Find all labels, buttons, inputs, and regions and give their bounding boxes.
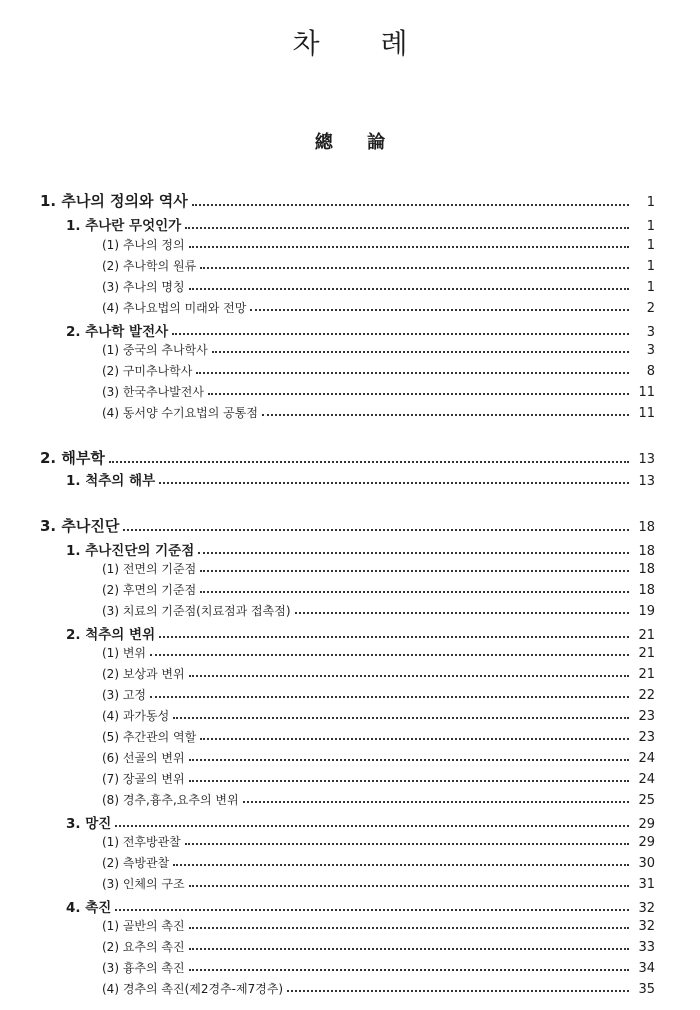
- toc-page-number: 33: [638, 940, 655, 955]
- toc-entry-level3: [102, 278, 655, 295]
- toc-entry-title: (7) 장골의 변위: [102, 772, 185, 786]
- toc-entry-title: (4) 동서양 수기요법의 공통점: [102, 406, 258, 420]
- toc-page-number: 3: [646, 343, 655, 358]
- toc-page-number: 1: [646, 238, 655, 253]
- toc-page-number: 32: [638, 901, 655, 916]
- toc-entry-level3: [102, 602, 655, 619]
- dot-leader: [200, 267, 629, 269]
- toc-page-number: 34: [638, 961, 655, 976]
- toc-page-number: 29: [638, 835, 655, 850]
- toc-entry-title: (2) 구미추나학사: [102, 364, 193, 378]
- toc-entry-level3: [102, 833, 655, 850]
- dot-leader: [200, 591, 629, 593]
- toc-page-number: 8: [646, 364, 655, 379]
- toc-entry-title: (2) 측방관찰: [102, 856, 170, 870]
- dot-leader: [185, 227, 629, 229]
- toc-entry-level3: [102, 341, 655, 358]
- dot-leader: [189, 969, 629, 971]
- dot-leader: [208, 393, 629, 395]
- toc-entry-title: (1) 골반의 촉진: [102, 919, 185, 933]
- toc-entry-level1: [40, 190, 655, 211]
- toc-entry-title: (2) 후면의 기준점: [102, 583, 197, 597]
- toc-entry-level3: [102, 791, 655, 808]
- toc-entry-level1: [40, 515, 655, 536]
- toc-entry-title: (1) 변위: [102, 646, 146, 660]
- toc-page-number: 31: [638, 877, 655, 892]
- toc-page-number: 21: [638, 646, 655, 661]
- toc-entry-title: (8) 경추,흉추,요추의 변위: [102, 793, 239, 807]
- dot-leader: [189, 288, 629, 290]
- dot-leader: [200, 570, 629, 572]
- toc-entry-level3: [102, 686, 655, 703]
- toc-entry-level2: [66, 320, 655, 340]
- toc-page-number: 21: [638, 667, 655, 682]
- dot-leader: [189, 246, 629, 248]
- toc-page-number: 13: [638, 474, 655, 489]
- toc-page-number: 19: [638, 604, 655, 619]
- toc-entry-title: 1. 추나의 정의와 역사: [40, 192, 188, 210]
- toc-entry-title: (1) 전면의 기준점: [102, 562, 197, 576]
- dot-leader: [189, 759, 629, 761]
- toc-entry-title: 3. 추나진단: [40, 517, 120, 535]
- toc-entry-title: (1) 전후방관찰: [102, 835, 181, 849]
- toc-entry-level3: [102, 665, 655, 682]
- toc-entry-level3: [102, 560, 655, 577]
- toc-page-number: 1: [646, 195, 655, 210]
- toc-entry-title: 1. 추나진단의 기준점: [66, 543, 195, 559]
- toc-entry-level3: [102, 749, 655, 766]
- dot-leader: [189, 885, 629, 887]
- dot-leader: [150, 696, 629, 698]
- toc-entry-title: (3) 한국추나발전사: [102, 385, 204, 399]
- toc-entry-level3: [102, 728, 655, 745]
- dot-leader: [196, 372, 629, 374]
- dot-leader: [159, 482, 629, 484]
- page-title: 차 례: [292, 27, 434, 60]
- toc-entry-level2: [66, 896, 655, 916]
- dot-leader: [287, 990, 629, 992]
- toc-entry-level3: [102, 959, 655, 976]
- toc-entry-level2: [66, 812, 655, 832]
- toc-entry-level3: [102, 257, 655, 274]
- dot-leader: [173, 717, 629, 719]
- toc-entry-title: (3) 흉추의 촉진: [102, 961, 185, 975]
- toc-entry-title: 4. 촉진: [66, 900, 112, 916]
- dot-leader: [109, 461, 629, 463]
- dot-leader: [189, 675, 629, 677]
- toc-entry-title: (3) 고정: [102, 688, 146, 702]
- dot-leader: [198, 552, 629, 554]
- toc-entry-title: (2) 보상과 변위: [102, 667, 185, 681]
- toc-page-number: 24: [638, 772, 655, 787]
- dot-leader: [185, 843, 629, 845]
- section-heading: 總 論: [314, 132, 400, 153]
- dot-leader: [189, 780, 629, 782]
- toc-entry-title: (4) 추나요법의 미래와 전망: [102, 301, 247, 315]
- toc-page-number: 30: [638, 856, 655, 871]
- toc-entry-title: (3) 추나의 명칭: [102, 280, 185, 294]
- toc-entry-level1: [40, 447, 655, 468]
- toc-entry-title: 1. 추나란 무엇인가: [66, 218, 182, 234]
- toc-page-number: 23: [638, 709, 655, 724]
- toc-entry-level3: [102, 770, 655, 787]
- dot-leader: [150, 654, 629, 656]
- toc-entry-title: 2. 추나학 발전사: [66, 324, 169, 340]
- toc-page-number: 18: [638, 520, 655, 535]
- toc-entry-level3: [102, 383, 655, 400]
- toc-entry-title: (1) 추나의 정의: [102, 238, 185, 252]
- toc-page-number: 11: [638, 406, 655, 421]
- toc-page-number: 35: [638, 982, 655, 997]
- dot-leader: [115, 909, 629, 911]
- toc-entry-level2: [66, 539, 655, 559]
- toc-entry-title: (6) 선골의 변위: [102, 751, 185, 765]
- toc-entry-title: (1) 중국의 추나학사: [102, 343, 208, 357]
- toc-page-number: 23: [638, 730, 655, 745]
- toc-page-number: 25: [638, 793, 655, 808]
- dot-leader: [200, 738, 629, 740]
- toc-entry-title: (3) 치료의 기준점(치료점과 접촉점): [102, 604, 291, 618]
- dot-leader: [123, 529, 629, 531]
- dot-leader: [262, 414, 629, 416]
- dot-leader: [192, 204, 629, 206]
- toc-entry-level3: [102, 854, 655, 871]
- toc-entry-level3: [102, 707, 655, 724]
- dot-leader: [295, 612, 629, 614]
- toc-page-number: 29: [638, 817, 655, 832]
- dot-leader: [189, 948, 629, 950]
- toc-page-number: 22: [638, 688, 655, 703]
- toc-page-number: 3: [646, 325, 655, 340]
- toc-page-number: 18: [638, 544, 655, 559]
- toc-entry-level3: [102, 404, 655, 421]
- toc-page-number: 2: [646, 301, 655, 316]
- toc-entry-title: 3. 망진: [66, 816, 112, 832]
- toc-page-number: 13: [638, 452, 655, 467]
- dot-leader: [115, 825, 629, 827]
- toc-entry-level3: [102, 299, 655, 316]
- toc-entry-title: 1. 척추의 해부: [66, 473, 156, 489]
- toc-entry-title: (4) 과가동성: [102, 709, 170, 723]
- toc-entry-level3: [102, 875, 655, 892]
- toc-entry-level3: [102, 581, 655, 598]
- toc-page-number: 11: [638, 385, 655, 400]
- dot-leader: [243, 801, 629, 803]
- toc-entry-title: (4) 경추의 촉진(제2경추-제7경추): [102, 982, 284, 996]
- toc-entry-level2: [66, 623, 655, 643]
- toc-page-number: 32: [638, 919, 655, 934]
- toc-page-number: 18: [638, 562, 655, 577]
- dot-leader: [189, 927, 629, 929]
- toc-entry-level3: [102, 362, 655, 379]
- toc-entry-title: 2. 척추의 변위: [66, 627, 156, 643]
- toc-page-number: 1: [646, 259, 655, 274]
- toc-page-number: 24: [638, 751, 655, 766]
- dot-leader: [173, 864, 629, 866]
- toc-entry-level2: [66, 469, 655, 489]
- dot-leader: [212, 351, 629, 353]
- toc-page-number: 1: [646, 219, 655, 234]
- toc-entry-title: (5) 추간관의 역할: [102, 730, 197, 744]
- dot-leader: [172, 333, 629, 335]
- toc-entry-title: (2) 요추의 촉진: [102, 940, 185, 954]
- toc-entry-title: (2) 추나학의 원류: [102, 259, 197, 273]
- toc-entry-level3: [102, 236, 655, 253]
- toc-entry-level3: [102, 938, 655, 955]
- toc-entry-level3: [102, 980, 655, 997]
- dot-leader: [250, 309, 629, 311]
- toc-entry-title: 2. 해부학: [40, 449, 105, 467]
- toc-page-number: 1: [646, 280, 655, 295]
- toc-entry-level3: [102, 644, 655, 661]
- toc-entry-level2: [66, 214, 655, 234]
- toc-page-number: 21: [638, 628, 655, 643]
- toc-page-number: 18: [638, 583, 655, 598]
- dot-leader: [159, 636, 629, 638]
- toc-entry-level3: [102, 917, 655, 934]
- toc-entry-title: (3) 인체의 구조: [102, 877, 185, 891]
